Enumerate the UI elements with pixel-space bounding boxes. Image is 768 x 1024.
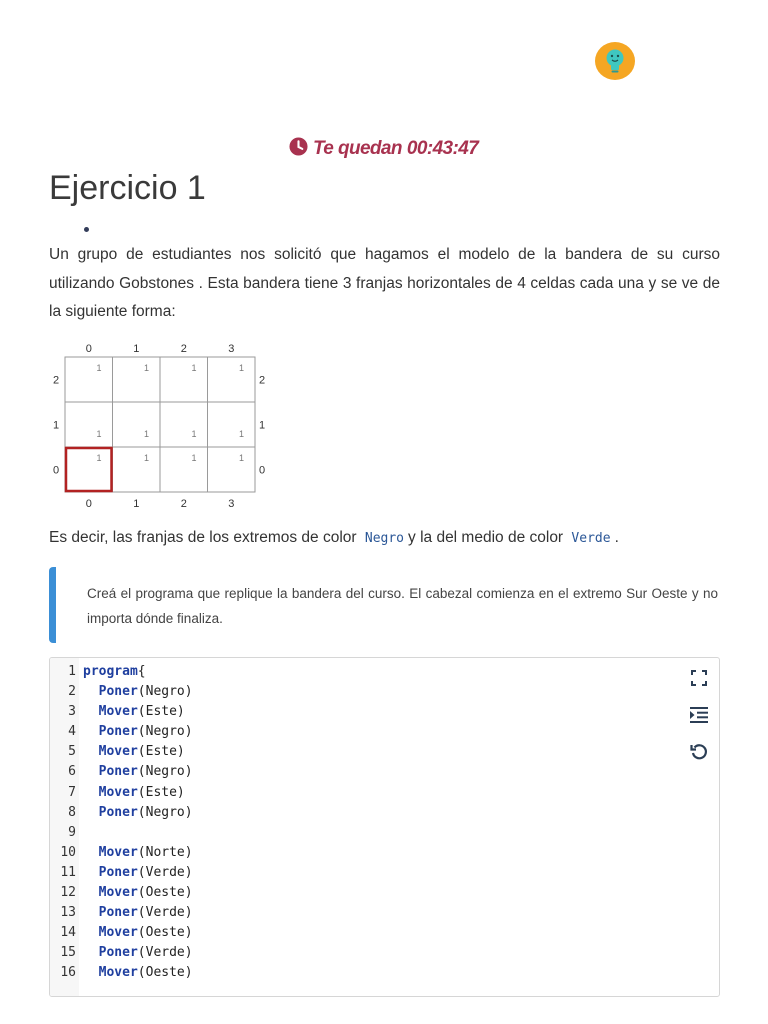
line-number: 6 bbox=[68, 764, 76, 780]
explanation-text-2: y la del medio de color bbox=[408, 529, 564, 546]
code-args: (Oeste) bbox=[137, 885, 193, 901]
board-cell bbox=[208, 357, 256, 402]
board-cell bbox=[65, 402, 113, 447]
stone-count: 1 bbox=[143, 453, 150, 463]
stone-count: 1 bbox=[96, 363, 102, 373]
stone-count: 1 bbox=[191, 429, 197, 439]
column-label-bottom: 0 bbox=[85, 498, 92, 510]
board-cell bbox=[113, 357, 161, 402]
color-explanation bbox=[49, 524, 720, 553]
column-label-top: 2 bbox=[180, 343, 187, 355]
code-line[interactable] bbox=[50, 843, 719, 863]
explanation-text-3: . bbox=[614, 529, 619, 546]
color-negro: Negro bbox=[364, 531, 405, 546]
board-cell bbox=[208, 402, 256, 447]
stone-count: 1 bbox=[238, 453, 245, 463]
indent-icon[interactable] bbox=[687, 703, 711, 727]
row-label-left: 0 bbox=[52, 464, 60, 477]
code-args: (Verde) bbox=[137, 905, 193, 921]
code-line[interactable] bbox=[50, 803, 719, 823]
line-number: 3 bbox=[68, 704, 76, 720]
line-number: 13 bbox=[60, 905, 76, 921]
instruction-text: Creá el programa que replique la bandera del curso. El cabezal comienza en el extremo Sur Oeste y no importa dónde finaliza. bbox=[87, 586, 718, 626]
line-number: 11 bbox=[60, 864, 76, 880]
code-line[interactable] bbox=[50, 682, 719, 702]
code-args: (Este) bbox=[137, 704, 185, 720]
stone-count: 1 bbox=[96, 429, 102, 439]
board-cell bbox=[113, 402, 161, 447]
line-number: 5 bbox=[68, 744, 76, 760]
column-label-top: 1 bbox=[133, 343, 140, 355]
stone-count: 1 bbox=[191, 363, 197, 373]
lightbulb-avatar-icon[interactable] bbox=[595, 42, 635, 80]
line-number: 4 bbox=[68, 724, 76, 740]
code-args: (Negro) bbox=[137, 804, 193, 820]
column-label-bottom: 1 bbox=[133, 498, 140, 510]
code-keyword: Mover bbox=[98, 925, 138, 941]
code-args: (Este) bbox=[137, 744, 185, 760]
stone-count: 1 bbox=[191, 453, 197, 463]
board-cell bbox=[65, 357, 113, 402]
stone-count: 1 bbox=[238, 363, 245, 373]
time-remaining bbox=[289, 137, 478, 161]
column-label-top: 3 bbox=[228, 343, 235, 355]
code-line[interactable] bbox=[50, 762, 719, 782]
code-line[interactable] bbox=[50, 883, 719, 903]
code-keyword: Mover bbox=[98, 744, 138, 760]
code-args: (Negro) bbox=[137, 724, 193, 740]
code-args: (Negro) bbox=[137, 684, 193, 700]
instruction-callout bbox=[49, 567, 720, 643]
row-label-left: 1 bbox=[52, 419, 60, 432]
code-keyword: Poner bbox=[98, 684, 138, 700]
editor-toolbar bbox=[687, 666, 713, 777]
code-keyword: Mover bbox=[98, 885, 138, 901]
timer-value: 00:43:47 bbox=[406, 138, 479, 159]
stone-count: 1 bbox=[143, 363, 150, 373]
line-number: 12 bbox=[60, 885, 76, 901]
row-label-right: 2 bbox=[258, 374, 266, 387]
code-editor[interactable] bbox=[49, 657, 720, 997]
line-number: 16 bbox=[60, 965, 76, 981]
code-args: (Este) bbox=[137, 784, 185, 800]
code-line[interactable] bbox=[50, 783, 719, 803]
code-keyword: Mover bbox=[98, 704, 138, 720]
line-number: 15 bbox=[60, 945, 76, 961]
line-number: 1 bbox=[68, 664, 76, 679]
code-args: (Verde) bbox=[137, 864, 193, 880]
code-area[interactable] bbox=[50, 662, 719, 984]
line-number: 2 bbox=[68, 684, 76, 700]
stone-count: 1 bbox=[238, 429, 245, 439]
code-keyword: Mover bbox=[98, 965, 138, 981]
column-label-bottom: 3 bbox=[228, 498, 235, 510]
row-label-right: 1 bbox=[258, 419, 266, 432]
code-keyword: Poner bbox=[98, 945, 138, 961]
code-args: (Oeste) bbox=[137, 965, 193, 981]
line-number: 14 bbox=[60, 925, 76, 941]
stone-count: 1 bbox=[143, 429, 150, 439]
gobstones-board bbox=[46, 338, 276, 515]
code-line[interactable] bbox=[50, 863, 719, 883]
code-keyword: Poner bbox=[98, 804, 138, 820]
code-line[interactable] bbox=[50, 923, 719, 943]
code-keyword: Poner bbox=[98, 864, 138, 880]
line-number: 8 bbox=[68, 804, 76, 820]
code-keyword: Mover bbox=[98, 844, 138, 860]
column-label-top: 0 bbox=[85, 343, 92, 355]
row-label-right: 0 bbox=[258, 464, 266, 477]
exercise-description: Un grupo de estudiantes nos solicitó que hagamos el modelo de la bandera de su curso utilizando Gobstones . Esta bandera tiene 3 franjas horizontales de 4 celdas cada una y se ve de la siguiente forma: bbox=[49, 246, 720, 320]
code-line[interactable] bbox=[50, 742, 719, 762]
code-keyword: Poner bbox=[98, 905, 138, 921]
line-number: 7 bbox=[68, 784, 76, 800]
code-args: (Negro) bbox=[137, 764, 193, 780]
code-keyword: Poner bbox=[98, 764, 138, 780]
code-args: (Verde) bbox=[137, 945, 193, 961]
column-label-bottom: 2 bbox=[180, 498, 187, 510]
row-label-left: 2 bbox=[52, 374, 60, 387]
code-line[interactable] bbox=[50, 702, 719, 722]
explanation-text-1: Es decir, las franjas de los extremos de color bbox=[49, 529, 357, 546]
code-keyword: Poner bbox=[98, 724, 138, 740]
timer-prefix: Te quedan bbox=[313, 138, 402, 159]
line-number: 10 bbox=[60, 844, 76, 860]
code-line[interactable] bbox=[50, 662, 719, 682]
fullscreen-icon[interactable] bbox=[687, 666, 711, 690]
line-number: 9 bbox=[68, 824, 76, 840]
code-keyword: program bbox=[83, 664, 138, 679]
board-cell bbox=[160, 447, 208, 492]
board-cell bbox=[208, 447, 256, 492]
color-verde: Verde bbox=[571, 531, 611, 546]
board-cell bbox=[160, 402, 208, 447]
code-line[interactable] bbox=[50, 722, 719, 742]
code-args: (Norte) bbox=[137, 844, 193, 860]
code-line[interactable] bbox=[50, 963, 719, 983]
code-args: (Oeste) bbox=[137, 925, 193, 941]
board-cell bbox=[113, 447, 161, 492]
reset-icon[interactable] bbox=[687, 740, 711, 764]
clock-icon bbox=[289, 137, 308, 162]
code-keyword: Mover bbox=[98, 784, 138, 800]
code-line[interactable] bbox=[50, 943, 719, 963]
board-cell bbox=[160, 357, 208, 402]
stone-count: 1 bbox=[96, 453, 102, 463]
page-title: Ejercicio 1 bbox=[49, 169, 206, 207]
board-cell bbox=[65, 447, 113, 492]
code-line[interactable] bbox=[50, 903, 719, 923]
code-args: { bbox=[137, 664, 146, 679]
bullet-dot bbox=[84, 227, 89, 232]
code-line[interactable] bbox=[50, 823, 719, 843]
